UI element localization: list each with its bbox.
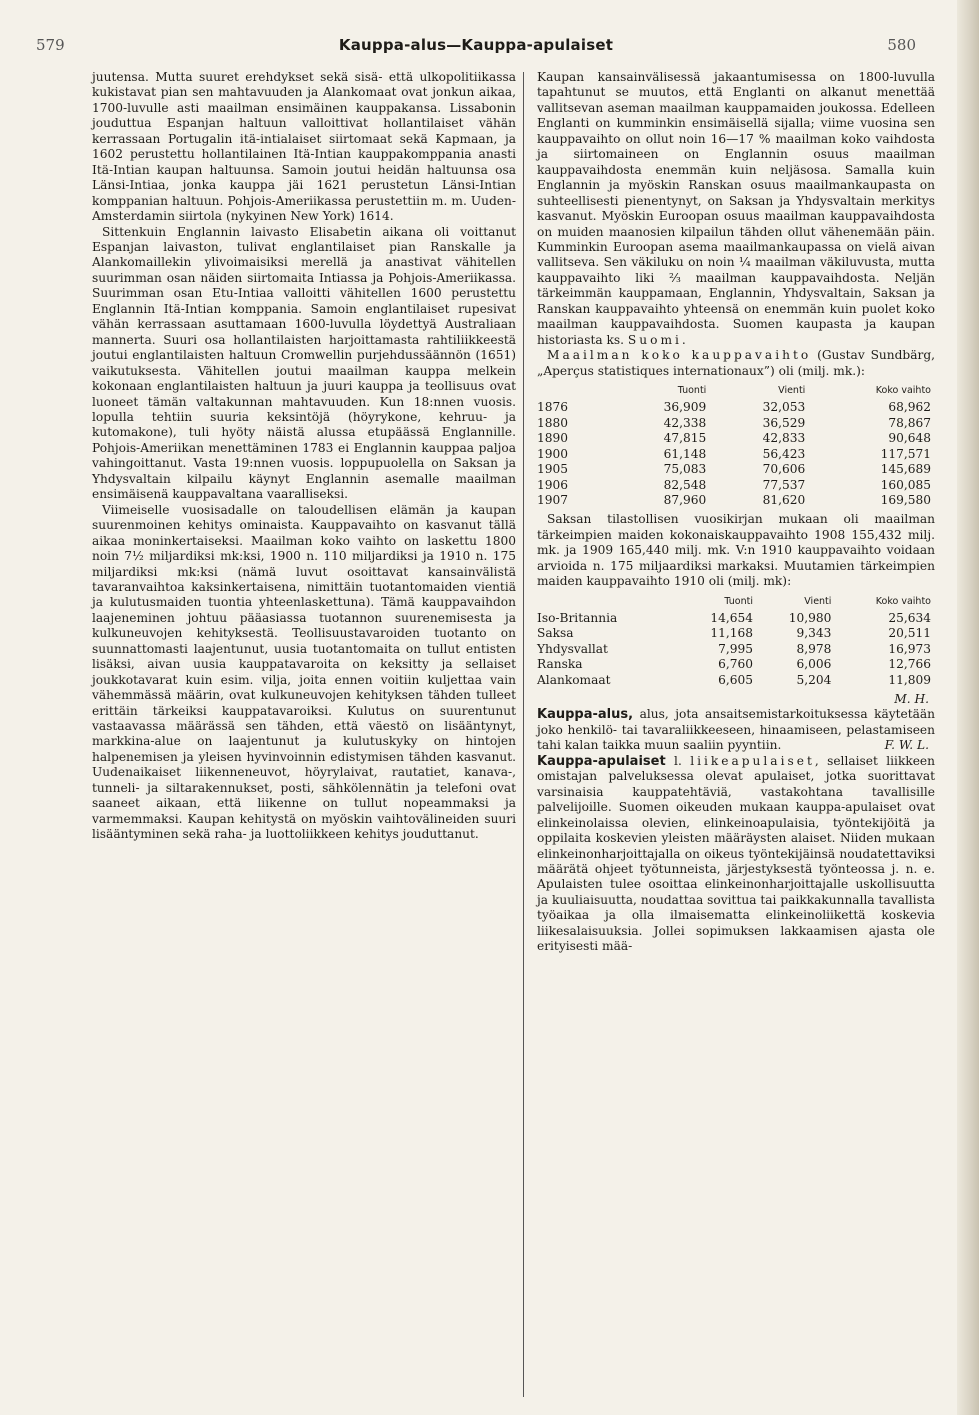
table-cell: 1890 — [537, 431, 569, 446]
entry-headword: Kauppa-apulaiset — [537, 753, 666, 769]
table-cell: 117,571 — [880, 446, 931, 461]
table-cell: 1900 — [537, 446, 569, 461]
entry-text: , sellaiset liikkeen omistajan palveluksessa olevat apulaiset, jotka suorittavat varsinaisia kauppatehtäviä, vastakohtana tavallisille palvelijoille. Suomen oikeuden mukaan kauppa-apulaiset ovat elinkeinolaissa olevien, elinkeinoapulaisia, työntekijöitä ja oppilaita koskevien yleisten määräysten alaiset. Niiden mukaan elinkeinonharjoittajalla on oikeus työntekijäinsä noudatettaviksi määrätä ohjeet työtunneista, järjestyksestä työnteossa j. n. e. Apulaisten tulee osoittaa elinkeinonharjoittajalle uskollisuutta ja kuuliaisuutta, noudattaa sovittua tai paikkakunnalla tavallista työaikaa ja olla ilmaisematta elinkeinoliikettä koskevia liikesalaisuuksia. Jollei sopimuksen lakkaamisen ajasta ole erityisesti mää- — [537, 753, 935, 954]
page-header — [36, 36, 916, 58]
table-cell: 145,689 — [880, 462, 931, 477]
table-row — [537, 431, 935, 446]
table-cell: 25,634 — [888, 610, 931, 625]
table-cell: 47,815 — [663, 431, 707, 446]
table-row — [537, 493, 935, 508]
table-cell: 12,766 — [888, 657, 931, 672]
entry-text: l. — [674, 753, 682, 768]
table-cell: 78,867 — [888, 415, 931, 430]
table-cell: Iso-Britannia — [537, 610, 618, 625]
table-cell: 11,168 — [710, 626, 754, 641]
table-cell: 8,978 — [796, 641, 832, 656]
table-cell: Alankomaat — [537, 672, 611, 687]
table-cell: 14,654 — [710, 610, 754, 625]
column-divider — [523, 72, 524, 1397]
table-row — [537, 642, 935, 657]
table-cell: Ranska — [537, 657, 583, 672]
table-row — [537, 626, 935, 641]
table-cell: 11,809 — [888, 672, 931, 687]
table-cell: 1876 — [537, 400, 569, 415]
page-title: Kauppa-alus—Kauppa-apulaiset — [338, 36, 614, 54]
paragraph — [537, 348, 935, 379]
spaced-term: liikeapulaiset — [690, 753, 815, 768]
table-cell: 36,909 — [663, 400, 707, 415]
table-header-row — [537, 383, 935, 400]
table-cell: 36,529 — [762, 415, 806, 430]
table-cell: Yhdysvallat — [537, 641, 608, 656]
entry-kauppa-apulaiset — [537, 754, 935, 955]
table-cell: 1880 — [537, 415, 569, 430]
table-header-cell — [537, 594, 679, 611]
table-cell: 160,085 — [880, 477, 931, 492]
table-row — [537, 673, 935, 688]
table-cell: Saksa — [537, 626, 574, 641]
table-header-cell: Tuonti — [724, 595, 754, 607]
table-row — [537, 462, 935, 477]
table-cell: 77,537 — [762, 477, 806, 492]
paragraph: Sittenkuin Englannin laivasto Elisabetin aikana oli voittanut Espanjan laivaston, tulivat englantilaiset pian Ranskalle ja Alankomaillekin ylivoimaisiksi merellä ja anastivat vähitellen suurimman osan näiden siirtomaita Intiassa ja Pohjois-Ameriikassa. Suurimman osan Etu-Intiaa valloitti vähitellen 1600 perustettu Englannin Itä-Intian komppania. Samoin englantilaiset rupesivat vähän kerrassaan asuttamaan 1600-luvulla löydettyä Australiaan mannerta. Suuri osa hollantilaisten harjoittamasta rahtiliikkeestä joutui englantilaisten haltuun Cromwellin purjehdussäännön (1651) vaikutuksesta. Vähitellen joutui maailman kauppa melkein kokonaan englantilaisten haltuun ja juuri kauppa ja teollisuus ovat luoneet tämän valtakunnan mahtavuuden. Kun 18:nnen vuosis. lopulla tehtiin suuria keksintöjä (höyrykone, kehruu- ja kutomakone), tuli hyöty näistä alussa etupäässä Englannille. Pohjois-Ameriikan menettäminen 1783 ei Englannin kauppaa paljoa vahingoittanut. Vasta 19:nnen vuosis. loppupuolella on Saksan ja Yhdysvaltain kilpailu käynyt Englannin asemalle maailman ensimäisenä kauppavaltana vaaralliseksi. — [92, 224, 516, 502]
table-cell: 6,605 — [718, 672, 754, 687]
paragraph: juutensa. Mutta suuret erehdykset sekä sisä- että ulkopolitiikassa kukistavat pian sen mahtavuuden ja Alankomaat ovat jonkun aikaa, 1700-luvulle asti maailman ensimäinen kauppakansa. Lissabonin jouduttua Espanjan haltuun valloittivat hollantilaiset vähän kerrassaan Portugalin itä-intialaiset siirtomaat sekä Kapmaan, ja 1602 perustettu hollantilainen Itä-Intian kauppakomppania anasti Itä-Intian kaupan haltuunsa. Samoin joutui heidän haltuunsa osa Länsi-Intiaa, jonka kauppa jäi 1621 perustetun Länsi-Intian komppanian haltuun. Pohjois-Ameriikassa perustettiin m. m. Uuden-Amsterdamin siirtola (nykyinen New York) 1614. — [92, 70, 516, 224]
author-signature: M. H. — [894, 692, 929, 707]
table-header-cell — [537, 383, 611, 400]
left-column — [92, 70, 516, 843]
paragraph-text: Kaupan kansainvälisessä jakaantumisessa on 1800-luvulla tapahtunut se muutos, että Englanti on alkanut menettää vallitsevan aseman maailman kauppamaiden joukossa. Edelleen Englanti on kumminkin ensimäisellä sijalla; viime vuosina sen kauppavaihto on ollut noin 16—17 % maailman koko vaihdosta ja siirtomaineen on Englannin osuus maailman kauppavaihdosta enemmän kuin neljäsosa. Samalla kuin Englannin ja myöskin Ranskan osuus maailmankaupasta on suhteellisesti pienentynyt, on Saksan ja Yhdysvaltain merkitys kasvanut. Myöskin Euroopan osuus maailman kauppavaihdosta on muiden maanosien kilpailun tähden ollut vähenemään päin. Kumminkin Euroopan asema maailmankaupassa on vielä aivan vallitseva. Sen väkiluku on noin ¼ maailman väkiluvusta, mutta kauppavaihto liki ²⁄₃ maailman kauppavaihdosta. Neljän tärkeimmän kauppamaan, Englannin, Yhdysvaltain, Saksan ja Ranskan kauppavaihto yhteensä on enemmän kuin puolet koko maailman kauppavaihdosta. Suomen kaupasta ja kaupan historiasta ks. — [537, 70, 935, 347]
entry-text: alus, jota ansaitsemistarkoituksessa käytetään joko henkilö- tai tavaraliikkeeseen, hinaamiseen, pelastamiseen tahi kalan taikka muun saaliin pyyntiin. — [537, 707, 936, 753]
table-cell: 42,833 — [762, 431, 806, 446]
author-signature: F. W. L. — [884, 738, 929, 753]
table-cell: 169,580 — [880, 492, 931, 507]
table-cell: 5,204 — [796, 672, 832, 687]
table-cell: 75,083 — [663, 462, 707, 477]
world-trade-table — [537, 383, 935, 508]
entry-headword: Kauppa-alus, — [537, 707, 634, 723]
table-cell: 20,511 — [888, 626, 931, 641]
country-trade-table — [537, 594, 935, 688]
table-cell: 1907 — [537, 492, 569, 507]
table-cell: 1905 — [537, 462, 569, 477]
page-number-right: 580 — [887, 36, 916, 54]
table-cell: 81,620 — [762, 492, 806, 507]
page-edge — [957, 0, 979, 1415]
table-cell: 56,423 — [762, 446, 806, 461]
table-cell: 6,760 — [718, 657, 754, 672]
table-cell: 16,973 — [888, 641, 931, 656]
table-header-cell: Koko vaihto — [875, 385, 931, 397]
paragraph-text: (Gustav Sundbärg, „Aperçus statistiques internationaux”) oli (milj. mk.): — [537, 348, 935, 378]
table-cell: 90,648 — [888, 431, 931, 446]
table-header-row — [537, 594, 935, 611]
right-column — [537, 70, 935, 955]
cross-reference-link[interactable]: Suomi. — [627, 332, 689, 347]
table-cell: 9,343 — [796, 626, 832, 641]
table-row — [537, 416, 935, 431]
table-row — [537, 657, 935, 672]
paragraph: Saksan tilastollisen vuosikirjan mukaan oli maailman tärkeimpien maiden kokonaiskauppavaihto 1908 155,432 milj. mk. ja 1909 165,440 milj. mk. V:n 1910 kauppavaihto voidaan arvioida n. 175 miljaardiksi markaksi. Muutamien tärkeimpien maiden kauppavaihto 1910 oli (milj. mk): — [537, 512, 935, 589]
table-row — [537, 400, 935, 415]
paragraph: Viimeiselle vuosisadalle on taloudellisen elämän ja kaupan suurenmoinen kehitys ominaista. Kauppavaihto on kasvanut tällä aikaa moninkertaiseksi. Maailman koko vaihto on laskettu 1800 noin 7½ miljardiksi mk:ksi, 1900 n. 110 miljardiksi ja 1910 n. 175 miljardiksi mk:ksi (nämä luvut osoittavat kansainvälistä tavaranvaihtoa kaksinkertaisena, nimittäin tuotantomaiden vientiä ja kulutusmaiden tuontia yhteenlaskettuna). Tämä kauppavaihdon laajeneminen johtuu pääasiassa tuotannon suurenemisesta ja kulkuneuvojen kehityksestä. Teollisuustavaroiden tuotanto on suunnattomasti laajentunut, uusia tuotantomaita on tullut entisten lisäksi, aivan uusia kauppatavaroita on keksitty ja sellaiset joukkotavarat kuin esim. vilja, joita ennen voitiin kuljettaa vain vähemmässä määrin, ovat kulkuneuvojen kehityksen tähden tulleet erittäin tärkeiksi kauppatavaroiksi. Kulutus on suurentunut vastaavassa määrässä sen tähden, että väestö on lisääntynyt, markkina-alue on laajentunut ja kulutuskyky on hintojen halpenemisen ja yleisen hyvinvoinnin edistymisen tähden kasvanut. Uudenaikaiset liikenneneuvot, höyrylaivat, rautatiet, kanava-, tunneli- ja siltarakennukset, posti, sähkölennätin ja telefoni ovat saaneet aikaan, että liikenne on tullut nopeammaksi ja varmemmaksi. Kaupan kehitystä on myöskin vaihtovälineiden suuri lisääntyminen sekä raha- ja luottoliikkeen kehitys jouduttanut. — [92, 502, 516, 842]
table-cell: 10,980 — [788, 610, 832, 625]
spaced-heading: Maailman koko kauppavaihto — [547, 348, 812, 363]
table-cell: 42,338 — [663, 415, 707, 430]
table-cell: 6,006 — [796, 657, 832, 672]
table-header-cell: Vienti — [804, 595, 832, 607]
entry-kauppa-alus — [537, 707, 935, 753]
table-cell: 61,148 — [663, 446, 707, 461]
table-cell: 82,548 — [663, 477, 707, 492]
table-cell: 70,606 — [762, 462, 806, 477]
table-row — [537, 478, 935, 493]
table-cell: 7,995 — [718, 641, 754, 656]
page-number-left: 579 — [36, 36, 65, 54]
table-header-cell: Tuonti — [677, 385, 707, 397]
table-header-cell: Vienti — [778, 385, 806, 397]
table-row — [537, 447, 935, 462]
table-header-cell: Koko vaihto — [875, 595, 931, 607]
table-cell: 68,962 — [888, 400, 931, 415]
table-cell: 32,053 — [762, 400, 806, 415]
table-row — [537, 611, 935, 626]
table-cell: 1906 — [537, 477, 569, 492]
table-cell: 87,960 — [663, 492, 707, 507]
paragraph — [537, 70, 935, 348]
